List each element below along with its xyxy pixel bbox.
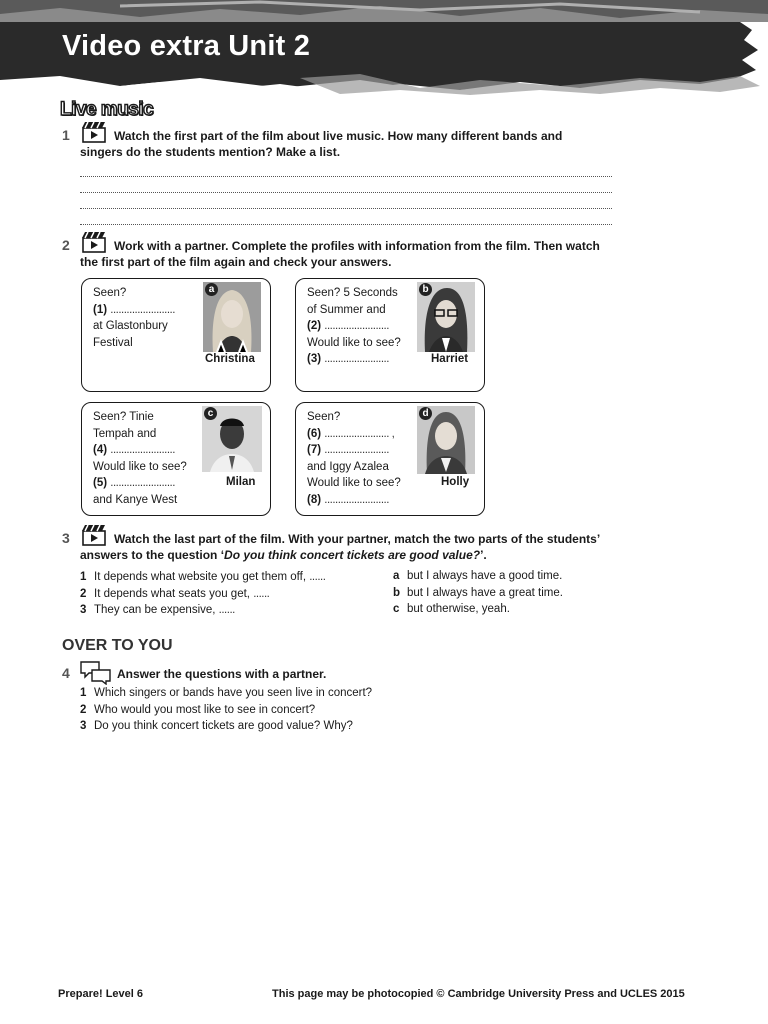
- answer-line[interactable]: [80, 192, 612, 193]
- profile-card-c: [81, 402, 271, 516]
- profile-line: Seen? 5 Seconds: [307, 287, 398, 299]
- list-item: 3 Do you think concert tickets are good value? Why?: [80, 720, 353, 732]
- speech-bubbles-icon: [80, 661, 112, 685]
- list-item: a but I always have a good time.: [393, 570, 563, 582]
- profile-blank[interactable]: (7) ........................: [307, 444, 389, 456]
- list-item: 2 Who would you most like to see in concert?: [80, 703, 316, 716]
- list-item: 1 Which singers or bands have you seen live in concert?: [80, 687, 373, 699]
- film-clapper-icon: [80, 120, 108, 144]
- profile-blank[interactable]: (4) ........................: [93, 444, 175, 456]
- list-item: 2 It depends what seats you get, ......: [80, 587, 270, 600]
- list-item: 1 It depends what website you get them off, ......: [80, 571, 326, 583]
- exercise-number: 3: [62, 530, 70, 546]
- answer-line[interactable]: [80, 208, 612, 209]
- profile-text: [307, 285, 419, 368]
- profile-text: [93, 285, 205, 351]
- profile-text: [93, 409, 205, 508]
- question-list: [80, 685, 372, 735]
- header-banner: [0, 0, 768, 100]
- film-clapper-icon: [80, 523, 108, 547]
- profile-card-a: [81, 278, 271, 392]
- exercise-instruction: Work with a partner. Complete the profiles with information from the film. Then watch: [114, 239, 600, 253]
- profile-line: Tempah and: [93, 427, 157, 440]
- profile-blank[interactable]: (6) ........................ ,: [307, 427, 395, 440]
- photo-letter: c: [204, 407, 217, 420]
- exercise-number: 1: [62, 127, 70, 143]
- footer-copyright: This page may be photocopied © Cambridge University Press and UCLES 2015: [272, 988, 685, 1000]
- profile-line: Seen? Tinie: [93, 411, 154, 423]
- match-list-left: [80, 569, 325, 619]
- match-list-right: [393, 568, 563, 618]
- footer-level: Prepare! Level 6: [58, 988, 143, 1000]
- profile-line: at Glastonbury: [93, 320, 168, 332]
- photo-letter: a: [205, 283, 218, 296]
- profile-line: Seen?: [93, 287, 127, 299]
- profile-blank[interactable]: (2) ........................: [307, 320, 389, 332]
- page-title: Video extra Unit 2: [62, 30, 311, 62]
- exercise-number: 4: [62, 665, 70, 681]
- person-photo: [417, 282, 475, 352]
- person-name: Christina: [205, 353, 255, 365]
- profile-blank[interactable]: (1) ........................: [93, 303, 175, 316]
- profile-text: [307, 409, 419, 508]
- profile-line: and Iggy Azalea: [307, 460, 389, 473]
- profile-blank[interactable]: (3) ........................: [307, 353, 389, 365]
- list-item: c but otherwise, yeah.: [393, 603, 510, 615]
- exercise-instruction: Watch the last part of the film. With your partner, match the two parts of the students’: [114, 532, 601, 546]
- profile-line: and Kanye West: [93, 493, 178, 506]
- answer-blank[interactable]: ......: [309, 571, 326, 583]
- profile-line: Would like to see?: [307, 336, 401, 349]
- film-clapper-icon: [80, 230, 108, 254]
- photo-letter: b: [419, 283, 432, 296]
- person-name: Milan: [226, 476, 256, 488]
- profile-line: of Summer and: [307, 303, 386, 316]
- profile-line: Festival: [93, 336, 133, 349]
- person-photo: [202, 406, 262, 472]
- answer-blank[interactable]: ......: [218, 604, 235, 616]
- section-heading: Live music: [60, 99, 154, 120]
- profile-blank[interactable]: (5) ........................: [93, 477, 175, 489]
- answer-line[interactable]: [80, 224, 612, 225]
- exercise-number: 2: [62, 237, 70, 253]
- answer-blank[interactable]: ......: [253, 587, 270, 600]
- list-item: b but I always have a great time.: [393, 586, 563, 599]
- profile-line: Would like to see?: [93, 460, 187, 473]
- person-photo: [203, 282, 261, 352]
- list-item: 3 They can be expensive, ......: [80, 604, 235, 616]
- profile-blank[interactable]: (8) ........................: [307, 493, 389, 506]
- exercise-instruction: the first part of the film again and check your answers.: [80, 255, 392, 269]
- exercise-instruction: singers do the students mention? Make a list.: [80, 145, 341, 159]
- exercise-instruction: Watch the first part of the film about live music. How many different bands and: [114, 129, 563, 143]
- profile-card-d: [295, 402, 485, 516]
- answer-line[interactable]: [80, 176, 612, 177]
- over-to-you-heading: OVER TO YOU: [62, 637, 173, 654]
- profile-line: Would like to see?: [307, 477, 401, 489]
- profile-card-b: [295, 278, 485, 392]
- person-photo: [417, 406, 475, 474]
- person-name: Holly: [441, 476, 470, 488]
- exercise-instruction: answers to the question ‘Do you think concert tickets are good value?’.: [80, 548, 487, 562]
- exercise-instruction: Answer the questions with a partner.: [117, 667, 327, 681]
- photo-letter: d: [419, 407, 432, 420]
- profile-line: Seen?: [307, 411, 341, 423]
- person-name: Harriet: [431, 353, 469, 365]
